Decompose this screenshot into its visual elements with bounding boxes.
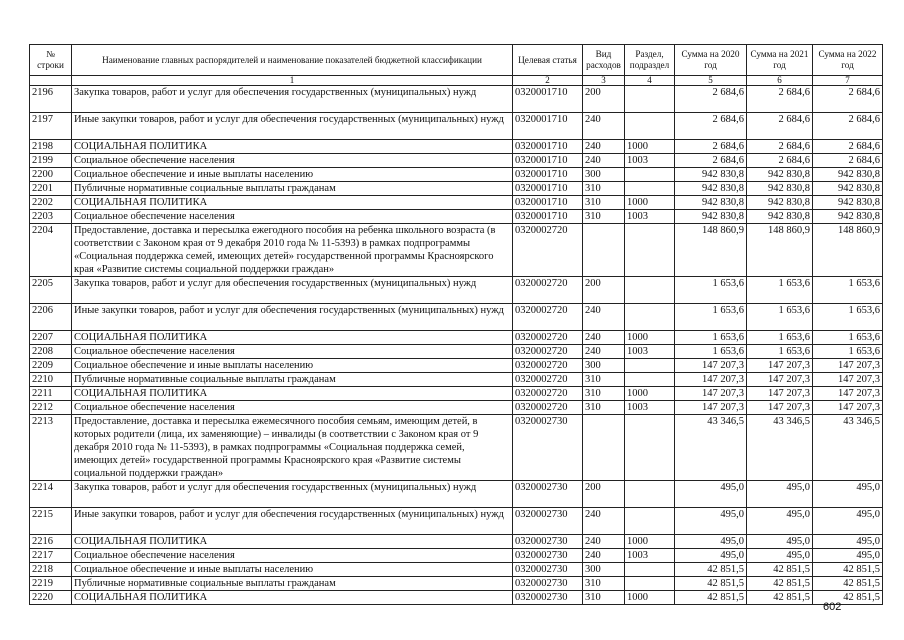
row-name: Социальное обеспечение населения: [72, 154, 513, 168]
sum-2021: 42 851,5: [747, 577, 813, 591]
table-row: [30, 591, 883, 605]
expense-type: 310: [583, 182, 625, 196]
sum-2020: 495,0: [675, 549, 747, 563]
section-code: 1000: [625, 387, 675, 401]
expense-type: 240: [583, 345, 625, 359]
table-row: [30, 224, 883, 277]
expense-type: 240: [583, 535, 625, 549]
row-name: Публичные нормативные социальные выплаты гражданам: [72, 373, 513, 387]
row-name: Предоставление, доставка и пересылка ежегодного пособия на ребенка школьного возраста (в соответствии с Законом края от 9 декабря 2010 года № 11-5393) в рамках подпрограммы «Социальная поддержка семей, имеющих детей» государственной программы Красноярского края «Развитие системы социальной поддержки граждан»: [72, 224, 513, 277]
sum-2021: 1 653,6: [747, 345, 813, 359]
table-row: [30, 196, 883, 210]
row-number: 2205: [30, 277, 72, 304]
header-code: Целевая статья: [513, 45, 583, 76]
table-row: [30, 168, 883, 182]
section-code: [625, 415, 675, 481]
table-row: [30, 577, 883, 591]
row-number: 2200: [30, 168, 72, 182]
sum-2021: 495,0: [747, 508, 813, 535]
sum-2022: 495,0: [813, 508, 883, 535]
sum-2021: 495,0: [747, 549, 813, 563]
table-row: [30, 549, 883, 563]
column-number: 6: [747, 76, 813, 86]
target-article: 0320002720: [513, 331, 583, 345]
expense-type: 300: [583, 359, 625, 373]
expense-type: 300: [583, 563, 625, 577]
table-row: [30, 387, 883, 401]
table-row: [30, 210, 883, 224]
row-number: 2198: [30, 140, 72, 154]
sum-2020: 42 851,5: [675, 591, 747, 605]
table-row: [30, 182, 883, 196]
sum-2022: 43 346,5: [813, 415, 883, 481]
sum-2021: 942 830,8: [747, 182, 813, 196]
section-code: [625, 577, 675, 591]
table-row: [30, 401, 883, 415]
sum-2020: 2 684,6: [675, 154, 747, 168]
sum-2022: 42 851,5: [813, 563, 883, 577]
row-name: СОЦИАЛЬНАЯ ПОЛИТИКА: [72, 196, 513, 210]
sum-2022: 2 684,6: [813, 86, 883, 113]
sum-2022: 495,0: [813, 481, 883, 508]
target-article: 0320002730: [513, 549, 583, 563]
sum-2022: 147 207,3: [813, 359, 883, 373]
row-number: 2214: [30, 481, 72, 508]
sum-2020: 42 851,5: [675, 577, 747, 591]
header-row-no: № строки: [30, 45, 72, 76]
column-number: 3: [583, 76, 625, 86]
row-name: СОЦИАЛЬНАЯ ПОЛИТИКА: [72, 387, 513, 401]
row-name: Закупка товаров, работ и услуг для обеспечения государственных (муниципальных) нужд: [72, 481, 513, 508]
target-article: 0320002720: [513, 387, 583, 401]
sum-2021: 942 830,8: [747, 196, 813, 210]
section-code: [625, 86, 675, 113]
row-name: Социальное обеспечение и иные выплаты населению: [72, 168, 513, 182]
column-numbers-row: [30, 76, 883, 86]
sum-2020: 2 684,6: [675, 113, 747, 140]
section-code: 1000: [625, 196, 675, 210]
sum-2022: 148 860,9: [813, 224, 883, 277]
row-name: Публичные нормативные социальные выплаты гражданам: [72, 182, 513, 196]
sum-2020: 2 684,6: [675, 140, 747, 154]
sum-2022: 147 207,3: [813, 373, 883, 387]
sum-2022: 495,0: [813, 549, 883, 563]
target-article: 0320002720: [513, 277, 583, 304]
sum-2020: 147 207,3: [675, 359, 747, 373]
row-name: СОЦИАЛЬНАЯ ПОЛИТИКА: [72, 535, 513, 549]
sum-2020: 495,0: [675, 508, 747, 535]
sum-2021: 2 684,6: [747, 140, 813, 154]
row-name: Иные закупки товаров, работ и услуг для обеспечения государственных (муниципальных) нужд: [72, 113, 513, 140]
expense-type: 240: [583, 304, 625, 331]
row-number: 2215: [30, 508, 72, 535]
sum-2022: 942 830,8: [813, 196, 883, 210]
table-row: [30, 304, 883, 331]
sum-2022: 2 684,6: [813, 140, 883, 154]
table-row: [30, 415, 883, 481]
header-section: Раздел, подраздел: [625, 45, 675, 76]
sum-2022: 1 653,6: [813, 331, 883, 345]
expense-type: [583, 224, 625, 277]
target-article: 0320002730: [513, 577, 583, 591]
sum-2021: 1 653,6: [747, 304, 813, 331]
section-code: 1003: [625, 345, 675, 359]
section-code: 1003: [625, 401, 675, 415]
row-name: Публичные нормативные социальные выплаты гражданам: [72, 577, 513, 591]
target-article: 0320002720: [513, 224, 583, 277]
expense-type: 240: [583, 113, 625, 140]
target-article: 0320002730: [513, 563, 583, 577]
section-code: 1000: [625, 591, 675, 605]
row-name: Социальное обеспечение населения: [72, 210, 513, 224]
sum-2021: 2 684,6: [747, 154, 813, 168]
sum-2022: 942 830,8: [813, 168, 883, 182]
section-code: 1000: [625, 331, 675, 345]
expense-type: 310: [583, 387, 625, 401]
sum-2022: 1 653,6: [813, 345, 883, 359]
expense-type: 310: [583, 210, 625, 224]
table-row: [30, 113, 883, 140]
row-number: 2207: [30, 331, 72, 345]
target-article: 0320002720: [513, 345, 583, 359]
row-number: 2217: [30, 549, 72, 563]
sum-2020: 148 860,9: [675, 224, 747, 277]
section-code: [625, 168, 675, 182]
column-number: 5: [675, 76, 747, 86]
row-name: Закупка товаров, работ и услуг для обеспечения государственных (муниципальных) нужд: [72, 86, 513, 113]
section-code: [625, 508, 675, 535]
expense-type: 200: [583, 277, 625, 304]
sum-2021: 1 653,6: [747, 331, 813, 345]
table-row: [30, 508, 883, 535]
row-name: СОЦИАЛЬНАЯ ПОЛИТИКА: [72, 591, 513, 605]
sum-2020: 942 830,8: [675, 196, 747, 210]
sum-2022: 147 207,3: [813, 387, 883, 401]
sum-2020: 147 207,3: [675, 387, 747, 401]
sum-2020: 43 346,5: [675, 415, 747, 481]
expense-type: 300: [583, 168, 625, 182]
sum-2022: 1 653,6: [813, 277, 883, 304]
sum-2022: 42 851,5: [813, 591, 883, 605]
sum-2020: 1 653,6: [675, 331, 747, 345]
expense-type: 310: [583, 591, 625, 605]
section-code: [625, 563, 675, 577]
row-number: 2208: [30, 345, 72, 359]
target-article: 0320002730: [513, 481, 583, 508]
table-row: [30, 359, 883, 373]
header-expense-type: Вид расходов: [583, 45, 625, 76]
sum-2021: 43 346,5: [747, 415, 813, 481]
row-number: 2219: [30, 577, 72, 591]
column-number: 2: [513, 76, 583, 86]
section-code: 1000: [625, 535, 675, 549]
section-code: [625, 481, 675, 508]
expense-type: 240: [583, 331, 625, 345]
row-name: Иные закупки товаров, работ и услуг для обеспечения государственных (муниципальных) нужд: [72, 508, 513, 535]
table-body: [30, 86, 883, 605]
header-name: Наименование главных распорядителей и наименование показателей бюджетной классификации: [72, 45, 513, 76]
column-number: 1: [72, 76, 513, 86]
sum-2022: 942 830,8: [813, 210, 883, 224]
row-name: СОЦИАЛЬНАЯ ПОЛИТИКА: [72, 331, 513, 345]
section-code: 1003: [625, 210, 675, 224]
expense-type: 310: [583, 401, 625, 415]
sum-2021: 1 653,6: [747, 277, 813, 304]
sum-2020: 1 653,6: [675, 304, 747, 331]
row-name: Предоставление, доставка и пересылка ежемесячного пособия семьям, имеющим детей, в которых родители (лица, их заменяющие) – инвалиды (в соответствии с Законом края от 9 декабря 2010 года № 11-5393), в рамках подпрограммы «Социальная поддержка семей, имеющих детей» государственной программы Красноярского края «Развитие системы социальной поддержки граждан»: [72, 415, 513, 481]
table-row: [30, 563, 883, 577]
sum-2021: 42 851,5: [747, 591, 813, 605]
table-row: [30, 481, 883, 508]
table-row: [30, 86, 883, 113]
expense-type: 200: [583, 481, 625, 508]
sum-2021: 2 684,6: [747, 113, 813, 140]
sum-2022: 2 684,6: [813, 113, 883, 140]
target-article: 0320001710: [513, 154, 583, 168]
table-row: [30, 277, 883, 304]
expense-type: 240: [583, 140, 625, 154]
sum-2022: 147 207,3: [813, 401, 883, 415]
row-name: Социальное обеспечение и иные выплаты населению: [72, 359, 513, 373]
sum-2021: 42 851,5: [747, 563, 813, 577]
sum-2021: 148 860,9: [747, 224, 813, 277]
header-sum-2020: Сумма на 2020 год: [675, 45, 747, 76]
expense-type: 310: [583, 196, 625, 210]
table-row: [30, 140, 883, 154]
page-number: 602: [823, 601, 842, 613]
sum-2020: 942 830,8: [675, 168, 747, 182]
table-header-row: [30, 45, 883, 76]
table-row: [30, 373, 883, 387]
table-row: [30, 331, 883, 345]
row-name: Закупка товаров, работ и услуг для обеспечения государственных (муниципальных) нужд: [72, 277, 513, 304]
target-article: 0320001710: [513, 140, 583, 154]
row-number: 2204: [30, 224, 72, 277]
sum-2021: 942 830,8: [747, 210, 813, 224]
row-number: 2216: [30, 535, 72, 549]
target-article: 0320001710: [513, 86, 583, 113]
sum-2020: 942 830,8: [675, 210, 747, 224]
row-name: Социальное обеспечение населения: [72, 401, 513, 415]
target-article: 0320001710: [513, 210, 583, 224]
target-article: 0320002720: [513, 401, 583, 415]
sum-2021: 147 207,3: [747, 387, 813, 401]
expense-type: 240: [583, 508, 625, 535]
row-number: 2203: [30, 210, 72, 224]
sum-2021: 495,0: [747, 481, 813, 508]
row-name: Социальное обеспечение населения: [72, 345, 513, 359]
column-number: 4: [625, 76, 675, 86]
sum-2022: 942 830,8: [813, 182, 883, 196]
sum-2021: 2 684,6: [747, 86, 813, 113]
section-code: [625, 359, 675, 373]
sum-2020: 147 207,3: [675, 401, 747, 415]
row-number: 2209: [30, 359, 72, 373]
sum-2022: 495,0: [813, 535, 883, 549]
section-code: [625, 304, 675, 331]
sum-2020: 495,0: [675, 481, 747, 508]
section-code: [625, 373, 675, 387]
target-article: 0320002730: [513, 591, 583, 605]
expense-type: 200: [583, 86, 625, 113]
row-number: 2201: [30, 182, 72, 196]
row-name: Социальное обеспечение и иные выплаты населению: [72, 563, 513, 577]
target-article: 0320002730: [513, 508, 583, 535]
sum-2020: 495,0: [675, 535, 747, 549]
sum-2022: 1 653,6: [813, 304, 883, 331]
sum-2021: 147 207,3: [747, 359, 813, 373]
target-article: 0320002720: [513, 304, 583, 331]
expense-type: 240: [583, 549, 625, 563]
target-article: 0320002720: [513, 373, 583, 387]
section-code: 1000: [625, 140, 675, 154]
target-article: 0320001710: [513, 196, 583, 210]
section-code: 1003: [625, 154, 675, 168]
expense-type: 310: [583, 373, 625, 387]
column-number: [30, 76, 72, 86]
row-number: 2202: [30, 196, 72, 210]
expense-type: 310: [583, 577, 625, 591]
sum-2020: 942 830,8: [675, 182, 747, 196]
table-row: [30, 345, 883, 359]
section-code: [625, 224, 675, 277]
row-number: 2210: [30, 373, 72, 387]
sum-2020: 1 653,6: [675, 345, 747, 359]
row-number: 2213: [30, 415, 72, 481]
sum-2022: 2 684,6: [813, 154, 883, 168]
sum-2020: 2 684,6: [675, 86, 747, 113]
row-number: 2212: [30, 401, 72, 415]
target-article: 0320001710: [513, 182, 583, 196]
target-article: 0320001710: [513, 168, 583, 182]
section-code: [625, 277, 675, 304]
sum-2020: 1 653,6: [675, 277, 747, 304]
target-article: 0320002730: [513, 415, 583, 481]
row-name: Иные закупки товаров, работ и услуг для обеспечения государственных (муниципальных) нужд: [72, 304, 513, 331]
row-number: 2206: [30, 304, 72, 331]
header-sum-2022: Сумма на 2022 год: [813, 45, 883, 76]
section-code: [625, 113, 675, 140]
target-article: 0320001710: [513, 113, 583, 140]
sum-2020: 42 851,5: [675, 563, 747, 577]
sum-2020: 147 207,3: [675, 373, 747, 387]
expense-type: 240: [583, 154, 625, 168]
target-article: 0320002730: [513, 535, 583, 549]
row-number: 2218: [30, 563, 72, 577]
sum-2021: 147 207,3: [747, 401, 813, 415]
row-number: 2197: [30, 113, 72, 140]
target-article: 0320002720: [513, 359, 583, 373]
row-number: 2199: [30, 154, 72, 168]
table-row: [30, 535, 883, 549]
row-name: СОЦИАЛЬНАЯ ПОЛИТИКА: [72, 140, 513, 154]
row-number: 2220: [30, 591, 72, 605]
row-number: 2196: [30, 86, 72, 113]
sum-2021: 147 207,3: [747, 373, 813, 387]
section-code: 1003: [625, 549, 675, 563]
section-code: [625, 182, 675, 196]
header-sum-2021: Сумма на 2021 год: [747, 45, 813, 76]
sum-2022: 42 851,5: [813, 577, 883, 591]
expense-type: [583, 415, 625, 481]
budget-table: [29, 44, 883, 605]
row-name: Социальное обеспечение населения: [72, 549, 513, 563]
sum-2021: 495,0: [747, 535, 813, 549]
sum-2021: 942 830,8: [747, 168, 813, 182]
column-number: 7: [813, 76, 883, 86]
row-number: 2211: [30, 387, 72, 401]
table-row: [30, 154, 883, 168]
